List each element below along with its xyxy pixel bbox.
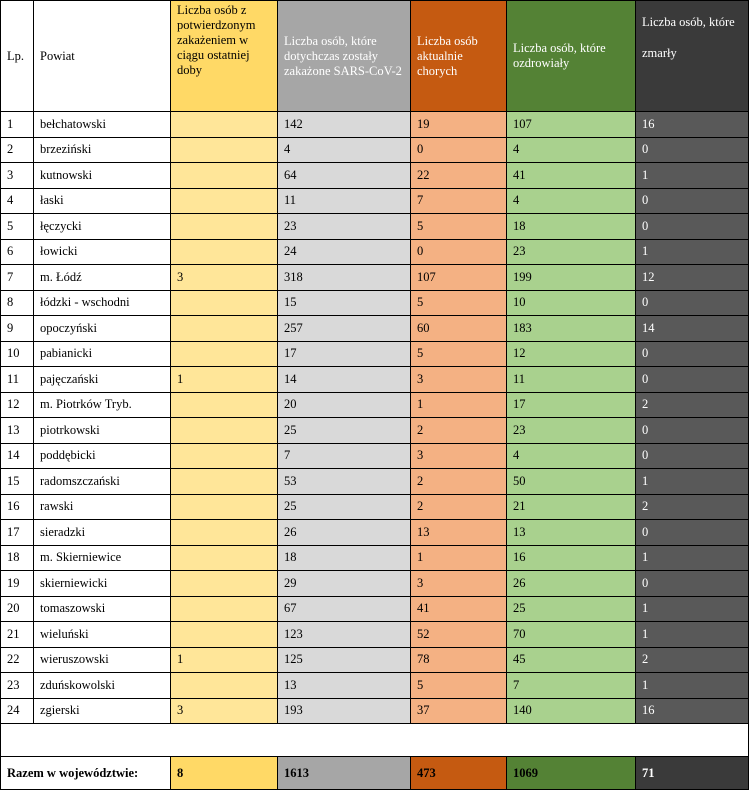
table-row <box>1 239 749 265</box>
cell-new-cases <box>171 520 278 546</box>
table-row <box>1 698 749 724</box>
cell-deaths: 1 <box>636 596 749 622</box>
cell-active: 41 <box>411 596 507 622</box>
cell-powiat: opoczyński <box>34 316 171 342</box>
cell-new-cases <box>171 596 278 622</box>
table-row <box>1 188 749 214</box>
cell-powiat: rawski <box>34 494 171 520</box>
cell-powiat: łowicki <box>34 239 171 265</box>
cell-active: 22 <box>411 163 507 189</box>
cell-new-cases <box>171 545 278 571</box>
cell-deaths: 0 <box>636 418 749 444</box>
cell-new-cases <box>171 137 278 163</box>
cell-lp: 1 <box>1 112 34 138</box>
cell-active: 52 <box>411 622 507 648</box>
cell-deaths: 0 <box>636 290 749 316</box>
cell-total-infected: 29 <box>278 571 411 597</box>
cell-powiat: tomaszowski <box>34 596 171 622</box>
cell-recovered: 23 <box>507 418 636 444</box>
cell-active: 5 <box>411 673 507 699</box>
cell-new-cases: 3 <box>171 698 278 724</box>
cell-active: 5 <box>411 290 507 316</box>
table-row <box>1 596 749 622</box>
cell-new-cases <box>171 622 278 648</box>
cell-new-cases <box>171 673 278 699</box>
header-row <box>1 1 749 112</box>
cell-new-cases <box>171 239 278 265</box>
cell-powiat: łódzki - wschodni <box>34 290 171 316</box>
cell-deaths: 2 <box>636 647 749 673</box>
cell-recovered: 41 <box>507 163 636 189</box>
cell-active: 0 <box>411 137 507 163</box>
cell-active: 2 <box>411 469 507 495</box>
cell-lp: 17 <box>1 520 34 546</box>
cell-recovered: 11 <box>507 367 636 393</box>
cell-recovered: 183 <box>507 316 636 342</box>
cell-deaths: 1 <box>636 545 749 571</box>
table-row <box>1 290 749 316</box>
cell-deaths: 16 <box>636 698 749 724</box>
cell-lp: 7 <box>1 265 34 291</box>
cell-active: 2 <box>411 418 507 444</box>
table-row <box>1 494 749 520</box>
cell-recovered: 10 <box>507 290 636 316</box>
header-active-cases: Liczba osób aktualnie chorych <box>411 1 507 112</box>
cell-total-infected: 15 <box>278 290 411 316</box>
cell-powiat: skierniewicki <box>34 571 171 597</box>
cell-powiat: kutnowski <box>34 163 171 189</box>
cell-active: 107 <box>411 265 507 291</box>
cell-total-infected: 23 <box>278 214 411 240</box>
cell-new-cases <box>171 469 278 495</box>
total-infected: 1613 <box>278 757 411 790</box>
table-row <box>1 265 749 291</box>
cell-lp: 2 <box>1 137 34 163</box>
table-row <box>1 367 749 393</box>
cell-total-infected: 17 <box>278 341 411 367</box>
table-row <box>1 392 749 418</box>
table-row <box>1 163 749 189</box>
cell-active: 19 <box>411 112 507 138</box>
cell-lp: 21 <box>1 622 34 648</box>
cell-new-cases <box>171 341 278 367</box>
cell-total-infected: 4 <box>278 137 411 163</box>
cell-lp: 5 <box>1 214 34 240</box>
cell-deaths: 0 <box>636 341 749 367</box>
cell-total-infected: 7 <box>278 443 411 469</box>
cell-total-infected: 11 <box>278 188 411 214</box>
header-total-infected: Liczba osób, które dotychczas zostały zakażone SARS-CoV-2 <box>278 1 411 112</box>
cell-total-infected: 25 <box>278 418 411 444</box>
cell-deaths: 1 <box>636 622 749 648</box>
cell-lp: 18 <box>1 545 34 571</box>
cell-lp: 14 <box>1 443 34 469</box>
cell-total-infected: 318 <box>278 265 411 291</box>
header-powiat: Powiat <box>34 1 171 112</box>
cell-powiat: m. Skierniewice <box>34 545 171 571</box>
cell-new-cases <box>171 392 278 418</box>
table-row <box>1 571 749 597</box>
cell-new-cases <box>171 214 278 240</box>
header-deaths-line2: zmarły <box>642 46 677 60</box>
total-label: Razem w województwie: <box>1 757 171 790</box>
cell-total-infected: 20 <box>278 392 411 418</box>
cell-powiat: m. Piotrków Tryb. <box>34 392 171 418</box>
cell-powiat: łęczycki <box>34 214 171 240</box>
cell-deaths: 16 <box>636 112 749 138</box>
cell-total-infected: 67 <box>278 596 411 622</box>
cell-powiat: radomszczański <box>34 469 171 495</box>
cell-total-infected: 125 <box>278 647 411 673</box>
cell-recovered: 50 <box>507 469 636 495</box>
cell-deaths: 0 <box>636 443 749 469</box>
cell-active: 37 <box>411 698 507 724</box>
cell-recovered: 45 <box>507 647 636 673</box>
cell-recovered: 21 <box>507 494 636 520</box>
cell-total-infected: 14 <box>278 367 411 393</box>
cell-powiat: sieradzki <box>34 520 171 546</box>
cell-deaths: 0 <box>636 367 749 393</box>
cell-total-infected: 26 <box>278 520 411 546</box>
cell-total-infected: 13 <box>278 673 411 699</box>
cell-powiat: zduńskowolski <box>34 673 171 699</box>
table-row <box>1 520 749 546</box>
cell-active: 78 <box>411 647 507 673</box>
cell-deaths: 2 <box>636 392 749 418</box>
header-recovered: Liczba osób, które ozdrowiały <box>507 1 636 112</box>
cell-lp: 10 <box>1 341 34 367</box>
header-deaths <box>636 1 749 112</box>
cell-active: 5 <box>411 341 507 367</box>
cell-recovered: 4 <box>507 443 636 469</box>
cell-new-cases <box>171 316 278 342</box>
cell-lp: 22 <box>1 647 34 673</box>
cell-recovered: 70 <box>507 622 636 648</box>
cell-new-cases <box>171 418 278 444</box>
total-active: 473 <box>411 757 507 790</box>
table-row <box>1 545 749 571</box>
table-row <box>1 341 749 367</box>
cell-powiat: poddębicki <box>34 443 171 469</box>
cell-total-infected: 123 <box>278 622 411 648</box>
cell-lp: 11 <box>1 367 34 393</box>
cell-new-cases <box>171 571 278 597</box>
cell-deaths: 0 <box>636 520 749 546</box>
cell-active: 1 <box>411 392 507 418</box>
cell-new-cases: 1 <box>171 367 278 393</box>
header-lp: Lp. <box>1 1 34 112</box>
cell-deaths: 12 <box>636 265 749 291</box>
cell-active: 0 <box>411 239 507 265</box>
table-row <box>1 443 749 469</box>
cell-powiat: wieluński <box>34 622 171 648</box>
cell-active: 3 <box>411 367 507 393</box>
cell-lp: 3 <box>1 163 34 189</box>
cell-powiat: piotrkowski <box>34 418 171 444</box>
cell-active: 5 <box>411 214 507 240</box>
cell-lp: 19 <box>1 571 34 597</box>
cell-deaths: 0 <box>636 137 749 163</box>
cell-new-cases <box>171 112 278 138</box>
cell-total-infected: 193 <box>278 698 411 724</box>
cell-new-cases: 3 <box>171 265 278 291</box>
cell-recovered: 4 <box>507 137 636 163</box>
cell-new-cases: 1 <box>171 647 278 673</box>
cell-active: 2 <box>411 494 507 520</box>
cell-total-infected: 18 <box>278 545 411 571</box>
cell-new-cases <box>171 290 278 316</box>
cell-active: 3 <box>411 571 507 597</box>
cell-deaths: 14 <box>636 316 749 342</box>
cell-powiat: wieruszowski <box>34 647 171 673</box>
header-new-cases: Liczba osób z potwierdzonym zakażeniem w ciągu ostatniej doby <box>171 1 278 112</box>
cell-lp: 24 <box>1 698 34 724</box>
table-row <box>1 316 749 342</box>
cell-powiat: zgierski <box>34 698 171 724</box>
cell-powiat: pabianicki <box>34 341 171 367</box>
cell-lp: 9 <box>1 316 34 342</box>
table-row <box>1 469 749 495</box>
cell-lp: 13 <box>1 418 34 444</box>
cell-recovered: 18 <box>507 214 636 240</box>
cell-total-infected: 24 <box>278 239 411 265</box>
cell-lp: 4 <box>1 188 34 214</box>
cell-recovered: 12 <box>507 341 636 367</box>
total-deaths: 71 <box>636 757 749 790</box>
cell-powiat: brzeziński <box>34 137 171 163</box>
cell-recovered: 23 <box>507 239 636 265</box>
cell-lp: 23 <box>1 673 34 699</box>
cell-recovered: 25 <box>507 596 636 622</box>
cell-total-infected: 53 <box>278 469 411 495</box>
table-row <box>1 137 749 163</box>
total-row <box>1 757 749 790</box>
cell-recovered: 199 <box>507 265 636 291</box>
cell-powiat: bełchatowski <box>34 112 171 138</box>
cell-lp: 12 <box>1 392 34 418</box>
cell-deaths: 1 <box>636 163 749 189</box>
cell-recovered: 7 <box>507 673 636 699</box>
cell-recovered: 26 <box>507 571 636 597</box>
cell-recovered: 107 <box>507 112 636 138</box>
total-new-cases: 8 <box>171 757 278 790</box>
cell-active: 7 <box>411 188 507 214</box>
cell-lp: 20 <box>1 596 34 622</box>
cell-total-infected: 25 <box>278 494 411 520</box>
table-row <box>1 214 749 240</box>
cell-deaths: 1 <box>636 239 749 265</box>
cell-lp: 16 <box>1 494 34 520</box>
cell-deaths: 1 <box>636 673 749 699</box>
cell-recovered: 16 <box>507 545 636 571</box>
cell-recovered: 13 <box>507 520 636 546</box>
cell-lp: 8 <box>1 290 34 316</box>
cell-recovered: 17 <box>507 392 636 418</box>
cell-deaths: 0 <box>636 214 749 240</box>
cell-active: 60 <box>411 316 507 342</box>
cell-active: 13 <box>411 520 507 546</box>
cell-recovered: 4 <box>507 188 636 214</box>
cell-deaths: 1 <box>636 469 749 495</box>
cell-new-cases <box>171 494 278 520</box>
cell-deaths: 0 <box>636 188 749 214</box>
cell-deaths: 0 <box>636 571 749 597</box>
table-row <box>1 418 749 444</box>
cell-powiat: pajęczański <box>34 367 171 393</box>
cell-recovered: 140 <box>507 698 636 724</box>
cell-powiat: m. Łódź <box>34 265 171 291</box>
cell-total-infected: 142 <box>278 112 411 138</box>
table-row <box>1 622 749 648</box>
cell-total-infected: 64 <box>278 163 411 189</box>
cell-lp: 15 <box>1 469 34 495</box>
cell-lp: 6 <box>1 239 34 265</box>
table-row <box>1 647 749 673</box>
cell-active: 1 <box>411 545 507 571</box>
table-row <box>1 112 749 138</box>
cell-deaths: 2 <box>636 494 749 520</box>
cell-powiat: łaski <box>34 188 171 214</box>
cell-new-cases <box>171 163 278 189</box>
cell-active: 3 <box>411 443 507 469</box>
cell-new-cases <box>171 188 278 214</box>
cell-new-cases <box>171 443 278 469</box>
header-deaths-line1: Liczba osób, które <box>642 15 735 29</box>
cell-total-infected: 257 <box>278 316 411 342</box>
total-recovered: 1069 <box>507 757 636 790</box>
table-row <box>1 673 749 699</box>
